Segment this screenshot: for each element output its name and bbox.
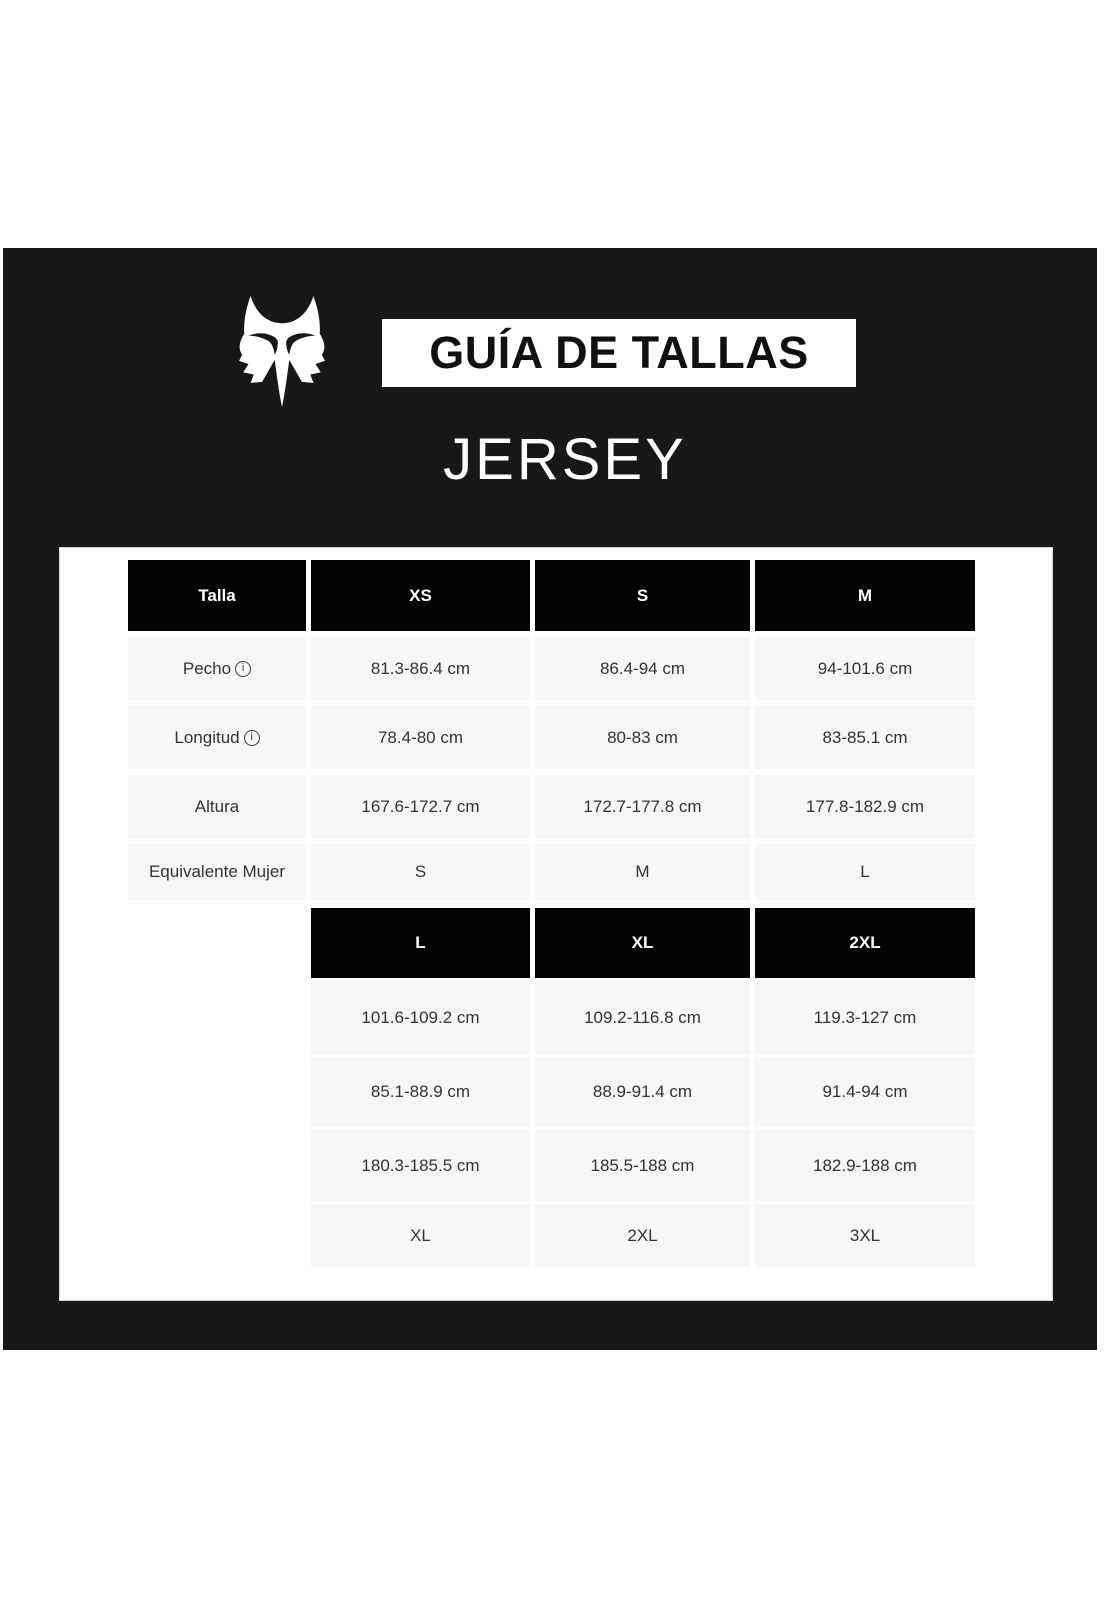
size-value: 167.6-172.7 cm bbox=[311, 775, 530, 838]
size-value: 172.7-177.8 cm bbox=[535, 775, 750, 838]
size-value: 80-83 cm bbox=[535, 706, 750, 769]
size-table-lower bbox=[311, 908, 975, 1267]
column-header-talla: Talla bbox=[128, 560, 306, 631]
page-title: GUÍA DE TALLAS bbox=[429, 327, 809, 378]
size-value: 101.6-109.2 cm bbox=[311, 981, 530, 1054]
fox-head-icon bbox=[239, 296, 325, 408]
size-value: 83-85.1 cm bbox=[755, 706, 975, 769]
row-label-pecho: Pecho i bbox=[128, 637, 306, 700]
size-value: S bbox=[311, 844, 530, 900]
column-header-m: M bbox=[755, 560, 975, 631]
size-guide-panel bbox=[3, 248, 1097, 1350]
size-table-card bbox=[60, 548, 1052, 1300]
size-table-upper bbox=[128, 560, 975, 900]
row-label-altura: Altura bbox=[128, 775, 306, 838]
product-category-title: JERSEY bbox=[443, 427, 687, 492]
column-header-xs: XS bbox=[311, 560, 530, 631]
column-header-2xl: 2XL bbox=[755, 908, 975, 978]
size-value: 109.2-116.8 cm bbox=[535, 981, 750, 1054]
size-value: 182.9-188 cm bbox=[755, 1130, 975, 1201]
size-value: 180.3-185.5 cm bbox=[311, 1130, 530, 1201]
title-band bbox=[382, 319, 856, 387]
row-label-equivalente-mujer: Equivalente Mujer bbox=[128, 844, 306, 900]
info-icon[interactable]: i bbox=[235, 661, 251, 677]
size-value: 185.5-188 cm bbox=[535, 1130, 750, 1201]
size-value: 119.3-127 cm bbox=[755, 981, 975, 1054]
size-value: 177.8-182.9 cm bbox=[755, 775, 975, 838]
size-value: 85.1-88.9 cm bbox=[311, 1057, 530, 1127]
size-value: 2XL bbox=[535, 1204, 750, 1267]
size-value: 86.4-94 cm bbox=[535, 637, 750, 700]
size-value: 94-101.6 cm bbox=[755, 637, 975, 700]
size-value: 78.4-80 cm bbox=[311, 706, 530, 769]
size-value: 91.4-94 cm bbox=[755, 1057, 975, 1127]
row-label-longitud: Longitud i bbox=[128, 706, 306, 769]
info-icon[interactable]: i bbox=[244, 730, 260, 746]
size-value: L bbox=[755, 844, 975, 900]
column-header-s: S bbox=[535, 560, 750, 631]
column-header-xl: XL bbox=[535, 908, 750, 978]
size-value: M bbox=[535, 844, 750, 900]
size-value: 88.9-91.4 cm bbox=[535, 1057, 750, 1127]
size-value: 81.3-86.4 cm bbox=[311, 637, 530, 700]
size-value: XL bbox=[311, 1204, 530, 1267]
size-value: 3XL bbox=[755, 1204, 975, 1267]
column-header-l: L bbox=[311, 908, 530, 978]
